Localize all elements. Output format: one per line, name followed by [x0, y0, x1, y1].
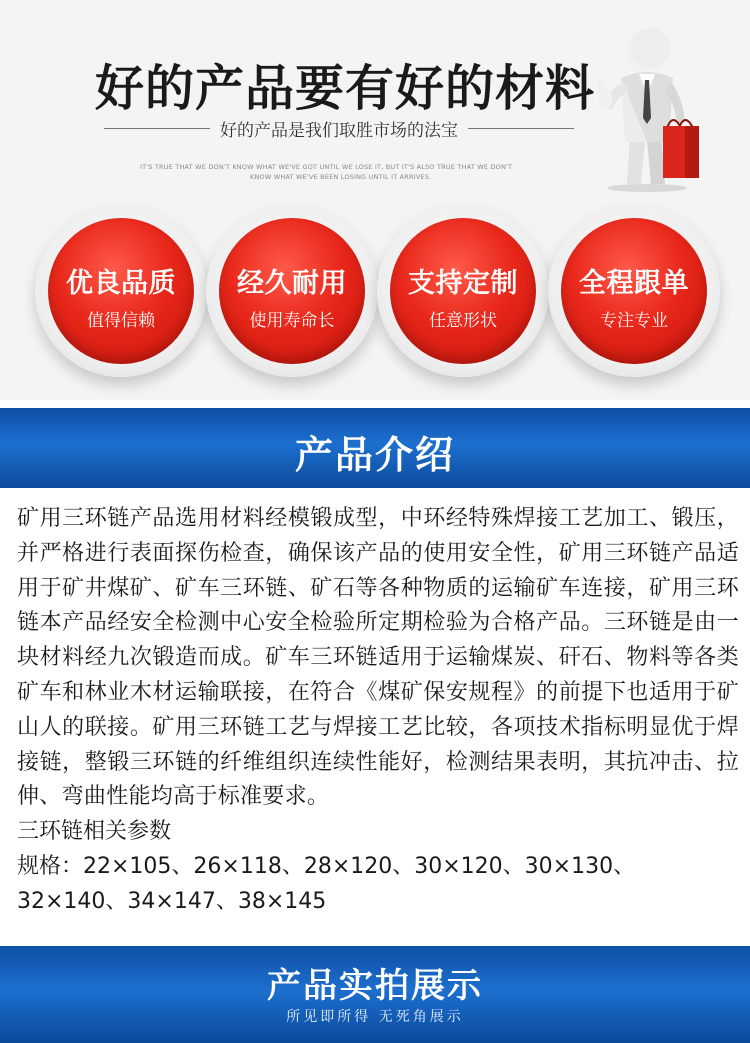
badge-title: 全程跟单 [579, 268, 689, 299]
section-header-showcase [0, 946, 750, 1043]
divider-line-right [468, 128, 574, 129]
badge-subtitle: 使用寿命长 [249, 311, 335, 331]
businessman-icon [585, 18, 715, 193]
headline: 好的产品要有好的材料 [95, 60, 596, 117]
subline: 好的产品是我们取胜市场的法宝 [220, 120, 458, 141]
english-quote-line-1: IT'S TRUE THAT WE DON'T KNOW WHAT WE'VE GOT UNTIL WE LOSE IT, BUT IT'S ALSO TRUE THAT WE DON'T [140, 163, 513, 171]
badge-subtitle: 任意形状 [429, 311, 497, 331]
spec-line-2: 32×140、34×147、38×145 [17, 889, 327, 914]
feature-badges [0, 205, 750, 385]
section-title: 产品介绍 [294, 433, 455, 477]
spec-line-1: 规格：22×105、26×118、28×120、30×120、30×130、 [17, 854, 636, 879]
divider-line-left [104, 128, 210, 129]
product-description: 矿用三环链产品选用材料经模锻成型，中环经特殊焊接工艺加工、锻压，并严格进行表面探伤检查，确保该产品的使用安全性，矿用三环链产品适用于矿井煤矿、矿车三环链、矿石等各种物质的运输矿车连接，矿用三环链本产品经安全检测中心安全检验所定期检验为合格产品。三环链是由一块材料经九次锻造而成。矿车三环链适用于运输煤炭、矸石、物料等各类矿车和林业木材运输联接，在符合《煤矿保安规程》的前提下也适用于矿山人的联接。矿用三环链工艺与焊接工艺比较，各项技术指标明显优于焊接链，整锻三环链的纤维组织连续性能好，检测结果表明，其抗冲击、拉伸、弯曲性能均高于标准要求。 [17, 506, 739, 810]
badge-subtitle: 值得信赖 [87, 311, 155, 331]
subline-row [104, 117, 574, 139]
badge-tracking [548, 205, 720, 377]
badge-quality [35, 205, 207, 377]
badge-custom [377, 205, 549, 377]
params-heading: 三环链相关参数 [17, 819, 172, 844]
badge-title: 优良品质 [66, 268, 176, 299]
english-quote [130, 162, 550, 182]
section-subtitle: 所见即所得 无死角展示 [286, 1009, 464, 1025]
badge-title: 经久耐用 [237, 268, 347, 299]
badge-title: 支持定制 [408, 268, 518, 299]
badge-durable [206, 205, 378, 377]
section-title: 产品实拍展示 [267, 966, 483, 1006]
section-header-intro [0, 408, 750, 488]
english-quote-line-2: KNOW WHAT WE'VE BEEN LOSING UNTIL IT ARRIVES. [250, 173, 432, 181]
badge-subtitle: 专注专业 [600, 311, 668, 331]
